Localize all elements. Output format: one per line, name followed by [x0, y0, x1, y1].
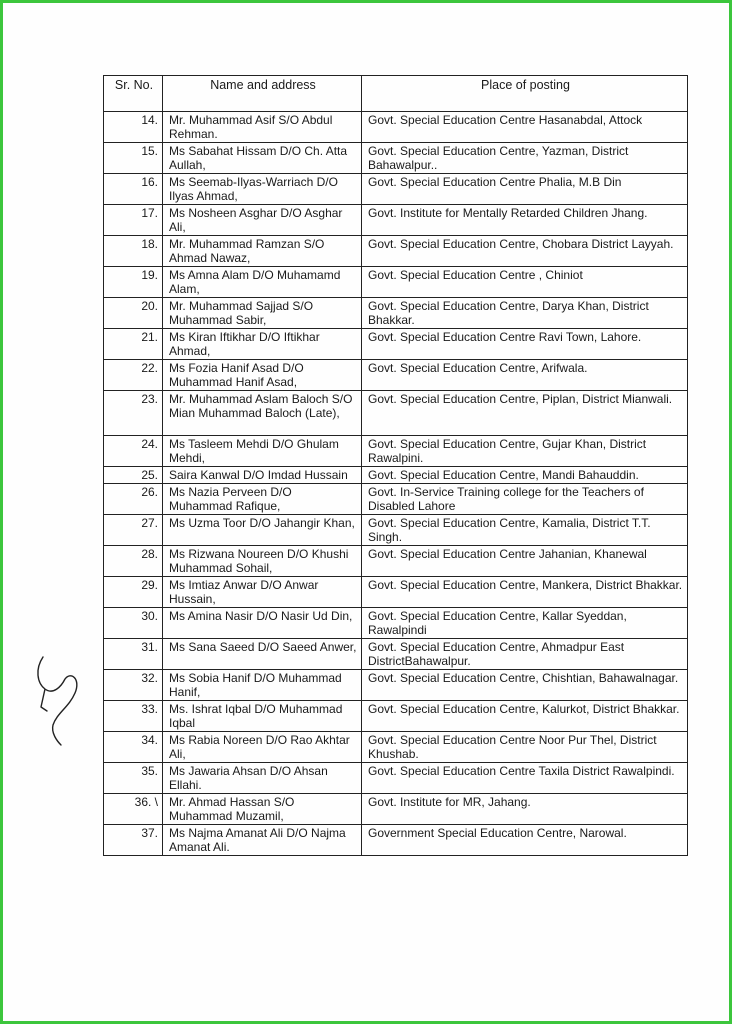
name-cell: Ms Najma Amanat Ali D/O Najma Amanat Ali.	[163, 825, 362, 856]
table-row	[104, 329, 688, 360]
table-row	[104, 205, 688, 236]
sr-cell: 31.	[104, 639, 163, 670]
sr-cell: 17.	[104, 205, 163, 236]
table-row	[104, 484, 688, 515]
name-cell: Ms Jawaria Ahsan D/O Ahsan Ellahi.	[163, 763, 362, 794]
table-row	[104, 639, 688, 670]
name-cell: Ms Sabahat Hissam D/O Ch. Atta Aullah,	[163, 143, 362, 174]
place-cell: Govt. Institute for Mentally Retarded Children Jhang.	[362, 205, 688, 236]
header-place-of-posting: Place of posting	[362, 76, 688, 112]
sr-cell: 21.	[104, 329, 163, 360]
name-cell: Ms Rabia Noreen D/O Rao Akhtar Ali,	[163, 732, 362, 763]
table-row	[104, 825, 688, 856]
table-row	[104, 763, 688, 794]
place-cell: Government Special Education Centre, Narowal.	[362, 825, 688, 856]
place-cell: Govt. Special Education Centre, Ahmadpur East DistrictBahawalpur.	[362, 639, 688, 670]
name-cell: Mr. Muhammad Ramzan S/O Ahmad Nawaz,	[163, 236, 362, 267]
place-cell: Govt. Special Education Centre Hasanabdal, Attock	[362, 112, 688, 143]
sr-cell: 33.	[104, 701, 163, 732]
name-cell: Ms. Ishrat Iqbal D/O Muhammad Iqbal	[163, 701, 362, 732]
place-cell: Govt. Special Education Centre Jahanian, Khanewal	[362, 546, 688, 577]
sr-cell: 23.	[104, 391, 163, 436]
table-row	[104, 794, 688, 825]
place-cell: Govt. Institute for MR, Jahang.	[362, 794, 688, 825]
sr-cell: 14.	[104, 112, 163, 143]
name-cell: Ms Fozia Hanif Asad D/O Muhammad Hanif Asad,	[163, 360, 362, 391]
sr-cell: 35.	[104, 763, 163, 794]
sr-cell: 25.	[104, 467, 163, 484]
table-row	[104, 608, 688, 639]
sr-cell: 24.	[104, 436, 163, 467]
sr-cell: 19.	[104, 267, 163, 298]
place-cell: Govt. Special Education Centre Phalia, M.B Din	[362, 174, 688, 205]
place-cell: Govt. Special Education Centre, Kalurkot, District Bhakkar.	[362, 701, 688, 732]
sr-cell: 28.	[104, 546, 163, 577]
place-cell: Govt. Special Education Centre, Yazman, District Bahawalpur..	[362, 143, 688, 174]
signature-stroke	[38, 657, 77, 745]
place-cell: Govt. Special Education Centre, Darya Khan, District Bhakkar.	[362, 298, 688, 329]
sr-cell: 37.	[104, 825, 163, 856]
sr-cell: 16.	[104, 174, 163, 205]
place-cell: Govt. Special Education Centre Ravi Town, Lahore.	[362, 329, 688, 360]
sr-cell: 30.	[104, 608, 163, 639]
table-row	[104, 267, 688, 298]
name-cell: Saira Kanwal D/O Imdad Hussain	[163, 467, 362, 484]
table-row	[104, 701, 688, 732]
sr-cell: 18.	[104, 236, 163, 267]
place-cell: Govt. Special Education Centre, Kallar Syeddan, Rawalpindi	[362, 608, 688, 639]
table-row	[104, 174, 688, 205]
table-row	[104, 360, 688, 391]
sr-cell: 22.	[104, 360, 163, 391]
name-cell: Ms Rizwana Noureen D/O Khushi Muhammad Sohail,	[163, 546, 362, 577]
name-cell: Ms Seemab-Ilyas-Warriach D/O Ilyas Ahmad,	[163, 174, 362, 205]
table-row	[104, 391, 688, 436]
name-cell: Mr. Ahmad Hassan S/O Muhammad Muzamil,	[163, 794, 362, 825]
name-cell: Mr. Muhammad Sajjad S/O Muhammad Sabir,	[163, 298, 362, 329]
name-cell: Ms Tasleem Mehdi D/O Ghulam Mehdi,	[163, 436, 362, 467]
place-cell: Govt. Special Education Centre, Mankera, District Bhakkar.	[362, 577, 688, 608]
name-cell: Ms Imtiaz Anwar D/O Anwar Hussain,	[163, 577, 362, 608]
table-row	[104, 112, 688, 143]
sr-cell: 29.	[104, 577, 163, 608]
name-cell: Ms Nazia Perveen D/O Muhammad Rafique,	[163, 484, 362, 515]
header-name-address: Name and address	[163, 76, 362, 112]
header-sr-no: Sr. No.	[104, 76, 163, 112]
sr-cell: 26.	[104, 484, 163, 515]
sr-cell: 20.	[104, 298, 163, 329]
table-header-row	[104, 76, 688, 112]
sr-cell: 36. \	[104, 794, 163, 825]
name-cell: Ms Nosheen Asghar D/O Asghar Ali,	[163, 205, 362, 236]
place-cell: Govt. Special Education Centre Taxila District Rawalpindi.	[362, 763, 688, 794]
place-cell: Govt. Special Education Centre, Arifwala.	[362, 360, 688, 391]
table-row	[104, 515, 688, 546]
sr-cell: 27.	[104, 515, 163, 546]
place-cell: Govt. In-Service Training college for the Teachers of Disabled Lahore	[362, 484, 688, 515]
table-row	[104, 436, 688, 467]
sr-cell: 34.	[104, 732, 163, 763]
place-cell: Govt. Special Education Centre, Kamalia, District T.T. Singh.	[362, 515, 688, 546]
table-row	[104, 546, 688, 577]
place-cell: Govt. Special Education Centre Noor Pur Thel, District Khushab.	[362, 732, 688, 763]
name-cell: Ms Kiran Iftikhar D/O Iftikhar Ahmad,	[163, 329, 362, 360]
handwritten-signature	[31, 649, 91, 749]
place-cell: Govt. Special Education Centre, Chobara District Layyah.	[362, 236, 688, 267]
sr-cell: 15.	[104, 143, 163, 174]
name-cell: Ms Sobia Hanif D/O Muhammad Hanif,	[163, 670, 362, 701]
name-cell: Ms Amina Nasir D/O Nasir Ud Din,	[163, 608, 362, 639]
place-cell: Govt. Special Education Centre, Mandi Bahauddin.	[362, 467, 688, 484]
sr-cell: 32.	[104, 670, 163, 701]
name-cell: Ms Sana Saeed D/O Saeed Anwer,	[163, 639, 362, 670]
name-cell: Mr. Muhammad Aslam Baloch S/O Mian Muhammad Baloch (Late),	[163, 391, 362, 436]
table-row	[104, 236, 688, 267]
place-cell: Govt. Special Education Centre, Gujar Khan, District Rawalpini.	[362, 436, 688, 467]
table-row	[104, 732, 688, 763]
name-cell: Mr. Muhammad Asif S/O Abdul Rehman.	[163, 112, 362, 143]
place-cell: Govt. Special Education Centre, Chishtian, Bahawalnagar.	[362, 670, 688, 701]
name-cell: Ms Amna Alam D/O Muhamamd Alam,	[163, 267, 362, 298]
table-row	[104, 670, 688, 701]
place-cell: Govt. Special Education Centre, Piplan, District Mianwali.	[362, 391, 688, 436]
posting-table	[103, 75, 688, 856]
name-cell: Ms Uzma Toor D/O Jahangir Khan,	[163, 515, 362, 546]
table-row	[104, 467, 688, 484]
table-row	[104, 298, 688, 329]
table-row	[104, 577, 688, 608]
table-row	[104, 143, 688, 174]
place-cell: Govt. Special Education Centre , Chiniot	[362, 267, 688, 298]
